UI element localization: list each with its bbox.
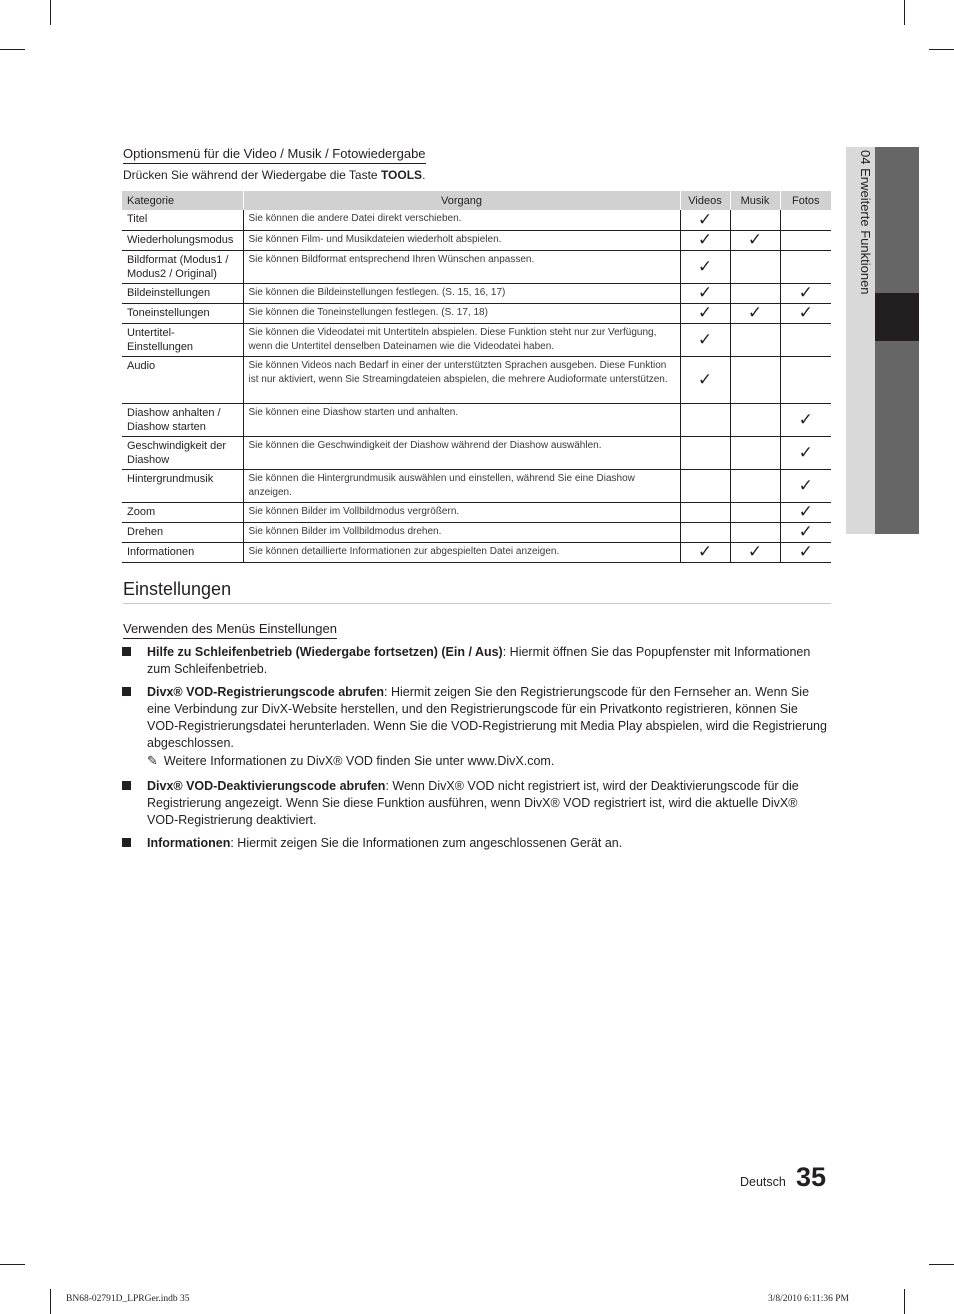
note-text: Weitere Informationen zu DivX® VOD finden Sie unter www.DivX.com. (163, 754, 555, 768)
crop-mark (0, 1264, 25, 1265)
note (147, 754, 554, 769)
musik-check-cell: ✓ (730, 542, 780, 562)
list-item (122, 835, 832, 852)
table-row (122, 303, 831, 323)
table-row (122, 403, 831, 436)
fotos-check-cell: ✓ (780, 403, 831, 436)
category-cell: Untertitel-Einstellungen (122, 323, 243, 356)
table-row (122, 323, 831, 356)
videos-check-cell: ✓ (680, 542, 730, 562)
item-text: : Hiermit zeigen Sie die Informationen zum angeschlossenen Gerät an. (230, 836, 623, 850)
item-text: : Wenn DivX® VOD nicht registriert ist, wird der Deaktivierungscode für die Registrierung angezeigt. Wenn Sie diese Funktion ausführen, wenn DivX® VOD registriert ist, wird die aktuelle DivX® VOD-Registrierung deaktiviert. (147, 779, 799, 827)
item-text: : Hiermit öffnen Sie das Popupfenster mit Informationen zum Schleifenbetrieb. (147, 645, 811, 676)
bullet-square-icon (122, 687, 131, 696)
intro-text (123, 168, 425, 182)
videos-check-cell (680, 436, 730, 469)
list-item (122, 684, 832, 752)
header-videos: Videos (680, 191, 730, 210)
description-cell: Sie können die Toneinstellungen festlegen. (S. 17, 18) (243, 303, 680, 323)
crop-mark (904, 0, 905, 25)
table-row (122, 502, 831, 522)
item-text: : Hiermit zeigen Sie den Registrierungscode für den Fernseher an. Wenn Sie eine Verbindung zur DivX-Website herstellen, und den Registrierungscode für ein Privatkonto registrieren, können Sie VOD-Registrierungsdatei herunterladen. Wenn Sie die VOD-Registrierung mit Media Play abspielen, wird die Registrierung abgeschlossen. (147, 685, 827, 750)
chapter-tab-label: 04 Erweiterte Funktionen (858, 150, 873, 295)
musik-check-cell (730, 469, 780, 502)
fotos-check-cell: ✓ (780, 436, 831, 469)
videos-check-cell (680, 469, 730, 502)
category-cell: Zoom (122, 502, 243, 522)
description-cell: Sie können die Hintergrundmusik auswählen und einstellen, während Sie eine Diashow anzeigen. (243, 469, 680, 502)
musik-check-cell (730, 323, 780, 356)
item-term: Divx® VOD-Deaktivierungscode abrufen (147, 779, 386, 793)
settings-heading: Einstellungen (123, 579, 831, 604)
musik-check-cell (730, 356, 780, 403)
bullet-square-icon (122, 838, 131, 847)
category-cell: Titel (122, 210, 243, 230)
description-cell: Sie können Bilder im Vollbildmodus drehen. (243, 522, 680, 542)
table-row (122, 283, 831, 303)
videos-check-cell: ✓ (680, 230, 730, 250)
header-kategorie: Kategorie (122, 191, 243, 210)
fotos-check-cell (780, 210, 831, 230)
description-cell: Sie können die andere Datei direkt verschieben. (243, 210, 680, 230)
settings-subheading: Verwenden des Menüs Einstellungen (123, 621, 337, 639)
description-cell: Sie können eine Diashow starten und anhalten. (243, 403, 680, 436)
description-cell: Sie können detaillierte Informationen zur abgespielten Datei anzeigen. (243, 542, 680, 562)
category-cell: Bildeinstellungen (122, 283, 243, 303)
page-number: 35 (796, 1162, 827, 1192)
musik-check-cell: ✓ (730, 303, 780, 323)
fotos-check-cell: ✓ (780, 283, 831, 303)
crop-mark (50, 1289, 51, 1314)
fotos-check-cell (780, 230, 831, 250)
list-item (122, 778, 832, 829)
bullet-square-icon (122, 781, 131, 790)
fotos-check-cell: ✓ (780, 522, 831, 542)
table-header-row (122, 191, 831, 210)
description-cell: Sie können Videos nach Bedarf in einer der unterstützten Sprachen ausgeben. Diese Funktion ist nur aktiviert, wenn Sie Streamingdateien abspielen, die mehrere Audioformate unterstützen. (243, 356, 680, 403)
description-cell: Sie können Bildformat entsprechend Ihren Wünschen anpassen. (243, 250, 680, 283)
header-musik: Musik (730, 191, 780, 210)
videos-check-cell (680, 522, 730, 542)
videos-check-cell: ✓ (680, 303, 730, 323)
tools-key-label: TOOLS (380, 168, 423, 182)
description-cell: Sie können die Bildeinstellungen festlegen. (S. 15, 16, 17) (243, 283, 680, 303)
category-cell: Bildformat (Modus1 / Modus2 / Original) (122, 250, 243, 283)
category-cell: Informationen (122, 542, 243, 562)
fotos-check-cell: ✓ (780, 502, 831, 522)
table-row (122, 210, 831, 230)
musik-check-cell (730, 522, 780, 542)
fotos-check-cell: ✓ (780, 303, 831, 323)
header-fotos: Fotos (780, 191, 831, 210)
print-slug-file: BN68-02791D_LPRGer.indb 35 (66, 1294, 190, 1304)
bullet-square-icon (122, 647, 131, 656)
intro-prefix: Drücken Sie während der Wiedergabe die Taste (123, 168, 381, 182)
videos-check-cell (680, 403, 730, 436)
table-row (122, 356, 831, 403)
musik-check-cell (730, 210, 780, 230)
description-cell: Sie können Film- und Musikdateien wiederholt abspielen. (243, 230, 680, 250)
crop-mark (929, 1264, 954, 1265)
musik-check-cell (730, 250, 780, 283)
category-cell: Wiederholungsmodus (122, 230, 243, 250)
footer-language: Deutsch (740, 1175, 786, 1189)
crop-mark (0, 49, 25, 50)
print-slug-date: 3/8/2010 6:11:36 PM (768, 1294, 849, 1304)
videos-check-cell: ✓ (680, 356, 730, 403)
fotos-check-cell (780, 356, 831, 403)
description-cell: Sie können die Videodatei mit Untertiteln abspielen. Diese Funktion steht nur zur Verfügung, wenn die Untertitel denselben Dateinamen wie die Videodatei haben. (243, 323, 680, 356)
fotos-check-cell (780, 250, 831, 283)
crop-mark (50, 0, 51, 25)
chapter-tab-marker (875, 293, 919, 341)
crop-mark (904, 1289, 905, 1314)
category-cell: Geschwindigkeit der Diashow (122, 436, 243, 469)
table-row (122, 230, 831, 250)
item-term: Informationen (147, 836, 231, 850)
category-cell: Drehen (122, 522, 243, 542)
item-term: Divx® VOD-Registrierungscode abrufen (147, 685, 385, 699)
musik-check-cell (730, 403, 780, 436)
fotos-check-cell: ✓ (780, 542, 831, 562)
options-table (122, 191, 831, 563)
table-row (122, 522, 831, 542)
category-cell: Diashow anhalten / Diashow starten (122, 403, 243, 436)
table-row (122, 250, 831, 283)
videos-check-cell (680, 502, 730, 522)
musik-check-cell (730, 502, 780, 522)
options-subheading: Optionsmenü für die Video / Musik / Fotowiedergabe (123, 146, 426, 164)
fotos-check-cell (780, 323, 831, 356)
category-cell: Hintergrundmusik (122, 469, 243, 502)
fotos-check-cell: ✓ (780, 469, 831, 502)
description-cell: Sie können die Geschwindigkeit der Diashow während der Diashow auswählen. (243, 436, 680, 469)
videos-check-cell: ✓ (680, 210, 730, 230)
header-vorgang: Vorgang (243, 191, 680, 210)
musik-check-cell: ✓ (730, 230, 780, 250)
category-cell: Audio (122, 356, 243, 403)
list-item (122, 644, 832, 678)
intro-suffix: . (422, 168, 426, 182)
table-row (122, 542, 831, 562)
description-cell: Sie können Bilder im Vollbildmodus vergrößern. (243, 502, 680, 522)
category-cell: Toneinstellungen (122, 303, 243, 323)
musik-check-cell (730, 436, 780, 469)
table-row (122, 436, 831, 469)
item-term: Hilfe zu Schleifenbetrieb (Wiedergabe fortsetzen) (Ein / Aus) (147, 645, 503, 659)
videos-check-cell: ✓ (680, 283, 730, 303)
videos-check-cell: ✓ (680, 250, 730, 283)
table-row (122, 469, 831, 502)
pencil-note-icon: ✎ (147, 754, 158, 769)
musik-check-cell (730, 283, 780, 303)
videos-check-cell: ✓ (680, 323, 730, 356)
crop-mark (929, 49, 954, 50)
